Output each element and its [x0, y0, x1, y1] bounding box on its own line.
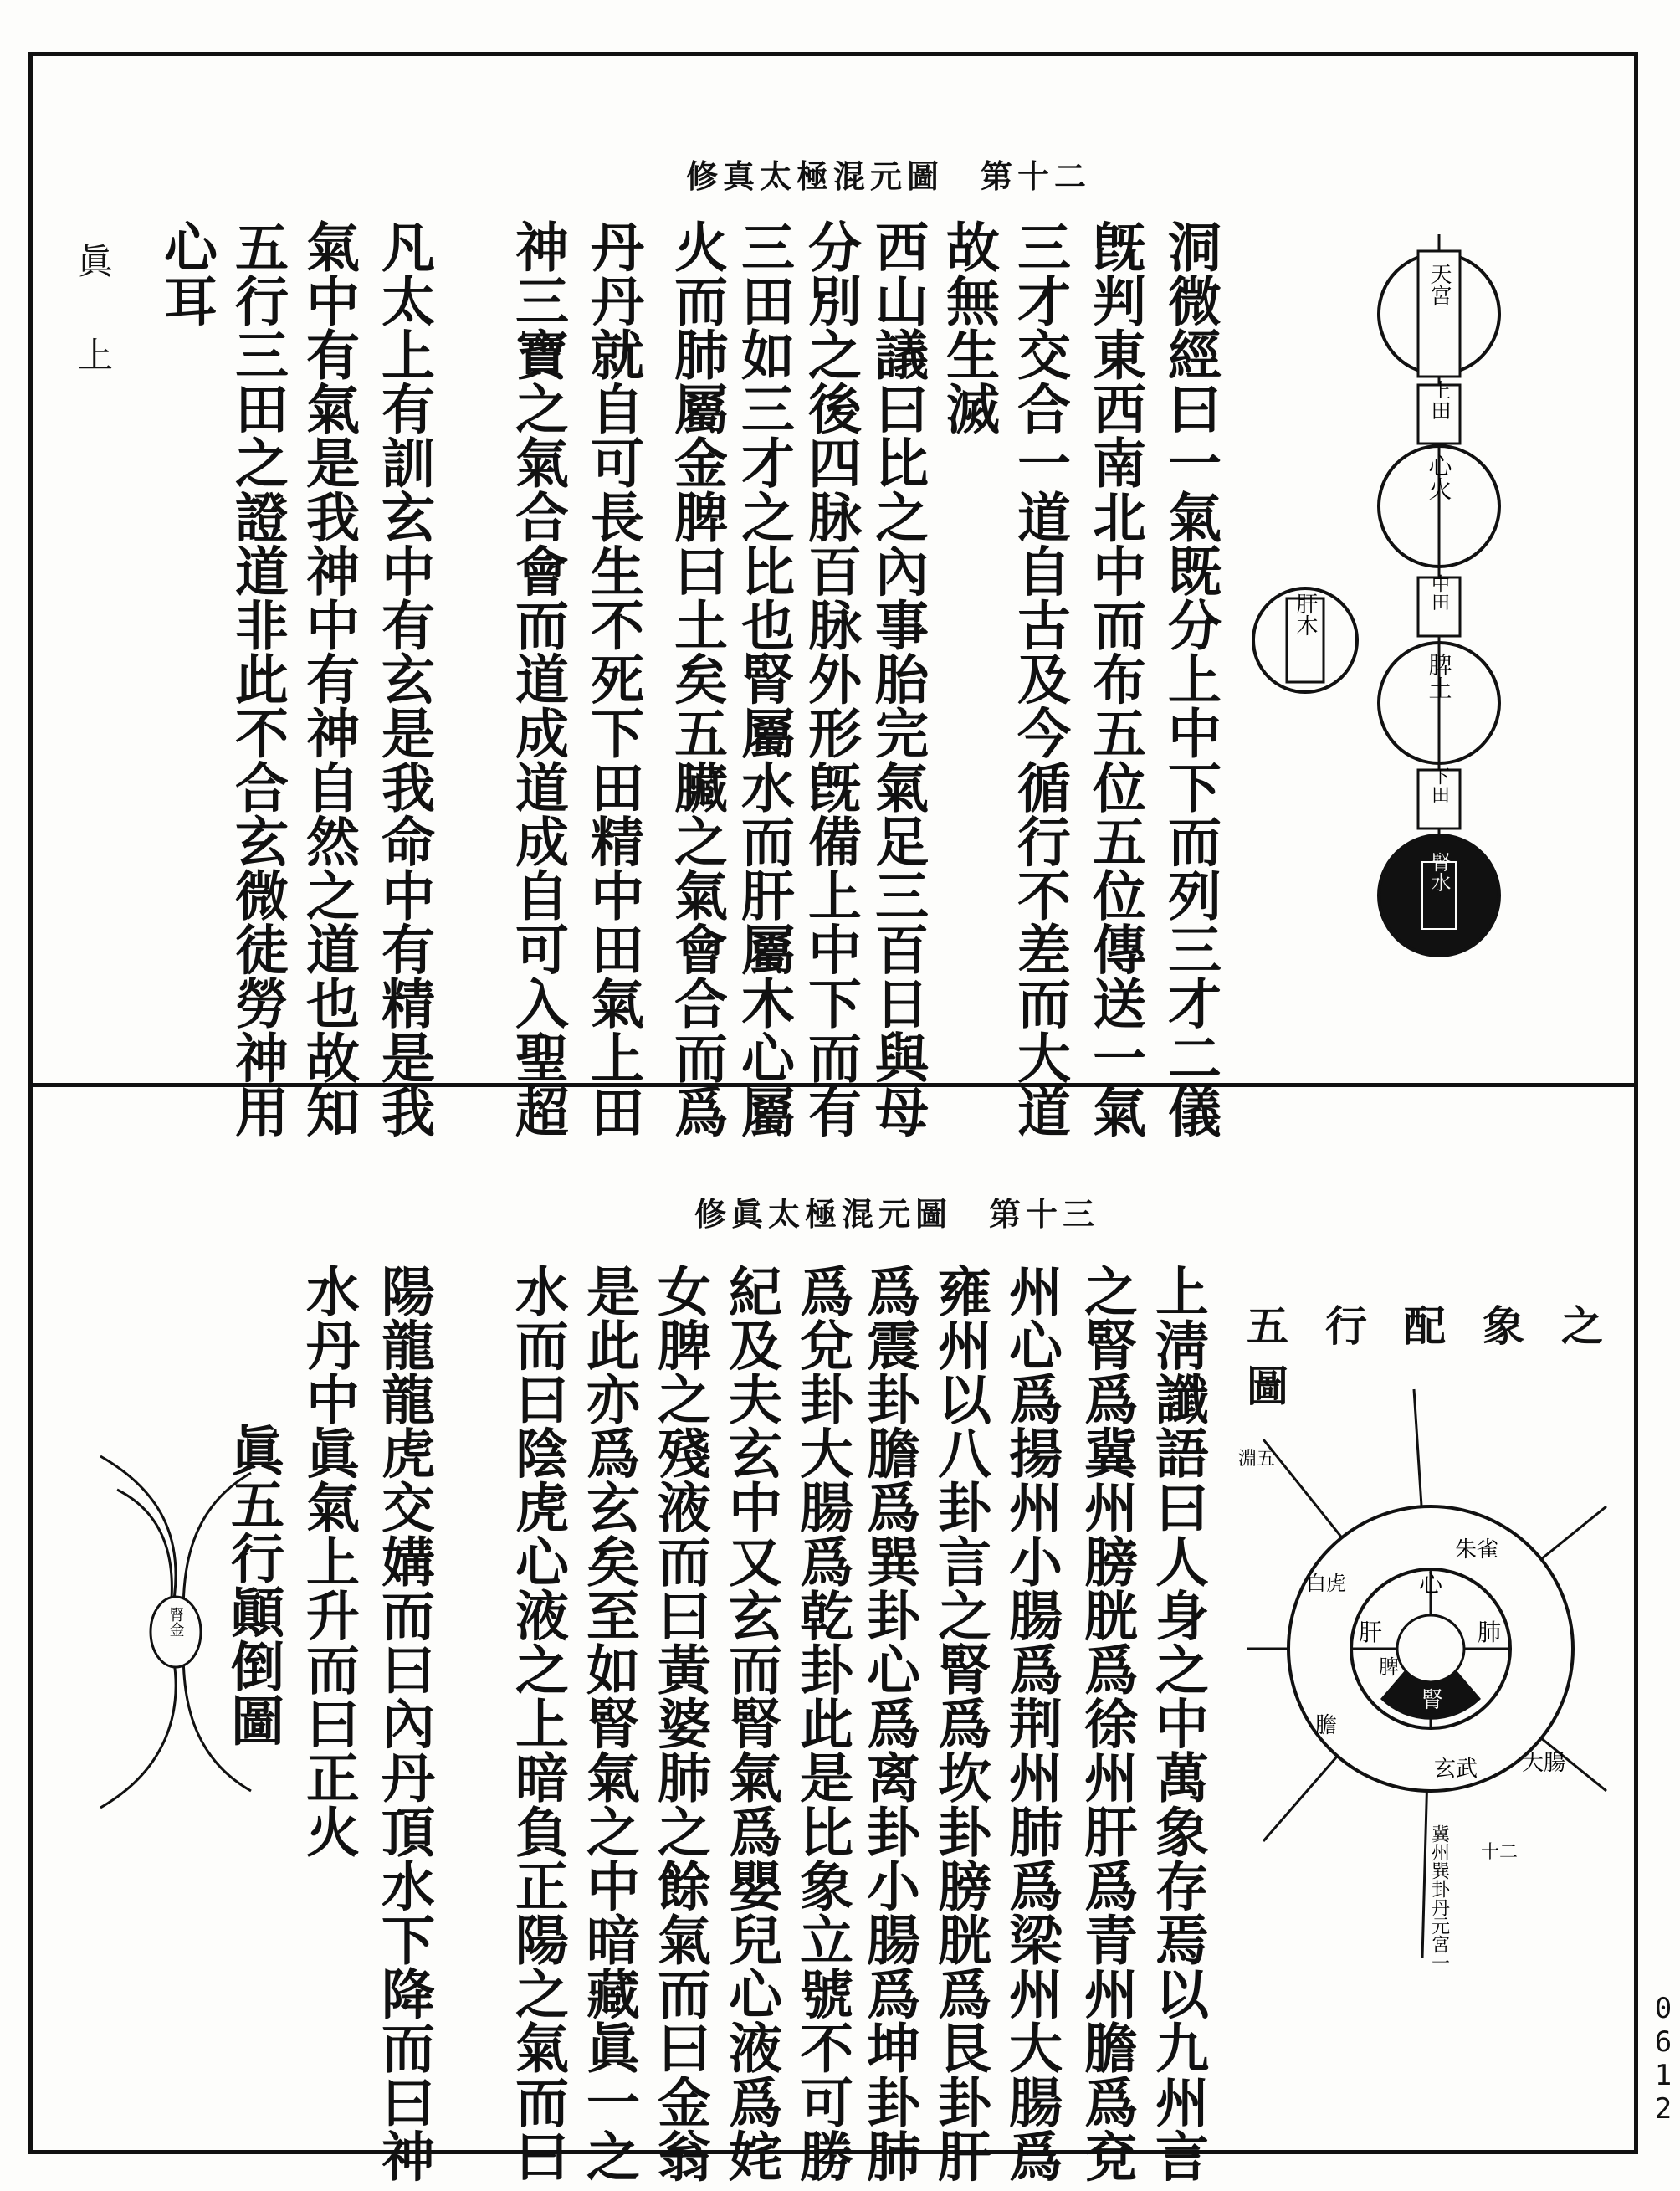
top-col-11: 凡太上有訓玄中有玄是我命中有精是我 — [372, 219, 435, 1139]
circle-label-3: 中田 — [1428, 574, 1450, 611]
ring-label-1: 肺 — [1477, 1619, 1502, 1646]
ring-label-0: 肝 — [1358, 1619, 1383, 1646]
top-col-2: 旣判東西南北中而布五位五位傳送一氣 — [1083, 219, 1146, 1139]
ring-label-4: 大腸 — [1521, 1751, 1566, 1776]
bottom-col-10: 水而曰陰虎心液之上暗負正陽之氣而曰 — [506, 1264, 569, 2183]
circle-label-1: 上田 — [1427, 380, 1451, 420]
bottom-col-12: 水丹中眞氣上升而曰正火 — [297, 1264, 360, 1859]
top-col-1: 洞微經曰一氣既分上中下而列三才二儀 — [1159, 219, 1222, 1139]
small-label-0: 淵五 — [1238, 1449, 1276, 1470]
ring-label-6: 膽 — [1314, 1713, 1338, 1738]
center-label-1: 腎 — [1421, 1688, 1444, 1713]
circle-label-2: 心火 — [1425, 454, 1453, 500]
bottom-col-1: 上淸讖語曰人身之中萬象存焉以九州言 — [1146, 1264, 1209, 2183]
top-diagram — [1255, 218, 1556, 988]
five-phases-diagram — [1213, 1373, 1623, 1975]
top-col-7: 三田如三才之比也腎屬水而肝屬木心屬 — [732, 219, 795, 1139]
ring-label-7: 白虎 — [1306, 1572, 1346, 1595]
top-col-9: 丹丹就自可長生不死下田精中田氣上田 — [581, 219, 644, 1139]
top-col-13: 五行三田之證道非此不合玄微徒勞神用 — [226, 219, 289, 1139]
bottom-label: 冀州巽卦丹元宮一 — [1428, 1824, 1450, 1972]
circle-label-4: 脾土 — [1425, 653, 1453, 700]
bottom-col-5: 爲震卦膽爲巽卦心爲离卦小腸爲坤卦肺 — [858, 1264, 920, 2183]
bottom-col-8: 女脾之殘液而曰黃婆肺之餘氣而曰金翁 — [648, 1264, 711, 2183]
bottom-col-13: 眞五行顚倒圖 — [222, 1423, 284, 1747]
bottom-col-9: 是此亦爲玄矣至如腎氣之中暗藏眞一之 — [577, 1264, 640, 2183]
top-col-8: 火而肺屬金脾曰土矣五臟之氣會合而爲 — [665, 219, 728, 1139]
diagram-title: 五行配象之圖 — [1247, 1301, 1640, 1411]
ring-label-5: 朱雀 — [1454, 1537, 1499, 1562]
bottom-col-3: 州心爲揚州小腸爲荆州肺爲梁州大腸爲 — [1000, 1264, 1063, 2183]
center-label-0: 心 — [1418, 1570, 1443, 1598]
top-col-3: 三才交合一道自古及今循行不差而大道 — [1008, 219, 1071, 1139]
bottom-col-11: 陽龍龍虎交媾而曰內丹頂水下降而曰神 — [372, 1264, 435, 2183]
side-label: 肝木 — [1293, 593, 1318, 636]
top-col-14: 心耳 — [155, 219, 218, 328]
bottom-col-6: 爲兌卦大腸爲乾卦此是比象立號不可勝 — [791, 1264, 853, 2183]
top-col-15: 眞 上 — [73, 243, 114, 383]
dragon-figure — [84, 1439, 268, 1824]
top-header: 修真太極混元圖 第十二 — [686, 157, 1092, 195]
circle-label-5: 下田 — [1428, 767, 1450, 803]
page-number: 0612 — [1647, 1992, 1680, 2126]
top-col-12: 氣中有氣是我神中有神自然之道也故知 — [297, 219, 360, 1139]
top-col-5: 西山議曰比之內事胎完氣足三百日與母 — [866, 219, 929, 1139]
ring-label-2: 脾 — [1379, 1655, 1399, 1679]
top-col-4: 故無生滅 — [937, 219, 1000, 436]
circle-label-6: 腎水 — [1427, 852, 1451, 892]
bottom-col-4: 雍州以八卦言之腎爲坎卦膀胱爲艮卦肝 — [929, 1264, 991, 2183]
bottom-header: 修眞太極混元圖 第十三 — [694, 1195, 1100, 1233]
small-label-1: 十二 — [1481, 1842, 1519, 1863]
top-col-6: 分別之後四脉百脉外形旣備上中下而有 — [799, 219, 862, 1139]
bottom-col-2: 之腎爲冀州膀胱爲徐州肝爲青州膽爲兗 — [1075, 1264, 1138, 2183]
dragon-label: 腎金 — [166, 1607, 185, 1637]
bottom-col-7: 紀及夫玄中又玄而腎氣爲嬰兒心液爲姹 — [720, 1264, 782, 2183]
circle-label-0: 天宮 — [1426, 263, 1452, 306]
top-col-10: 神三寶之氣合會而道成道成自可入聖超 — [506, 219, 569, 1139]
ring-label-3: 玄武 — [1433, 1757, 1478, 1782]
